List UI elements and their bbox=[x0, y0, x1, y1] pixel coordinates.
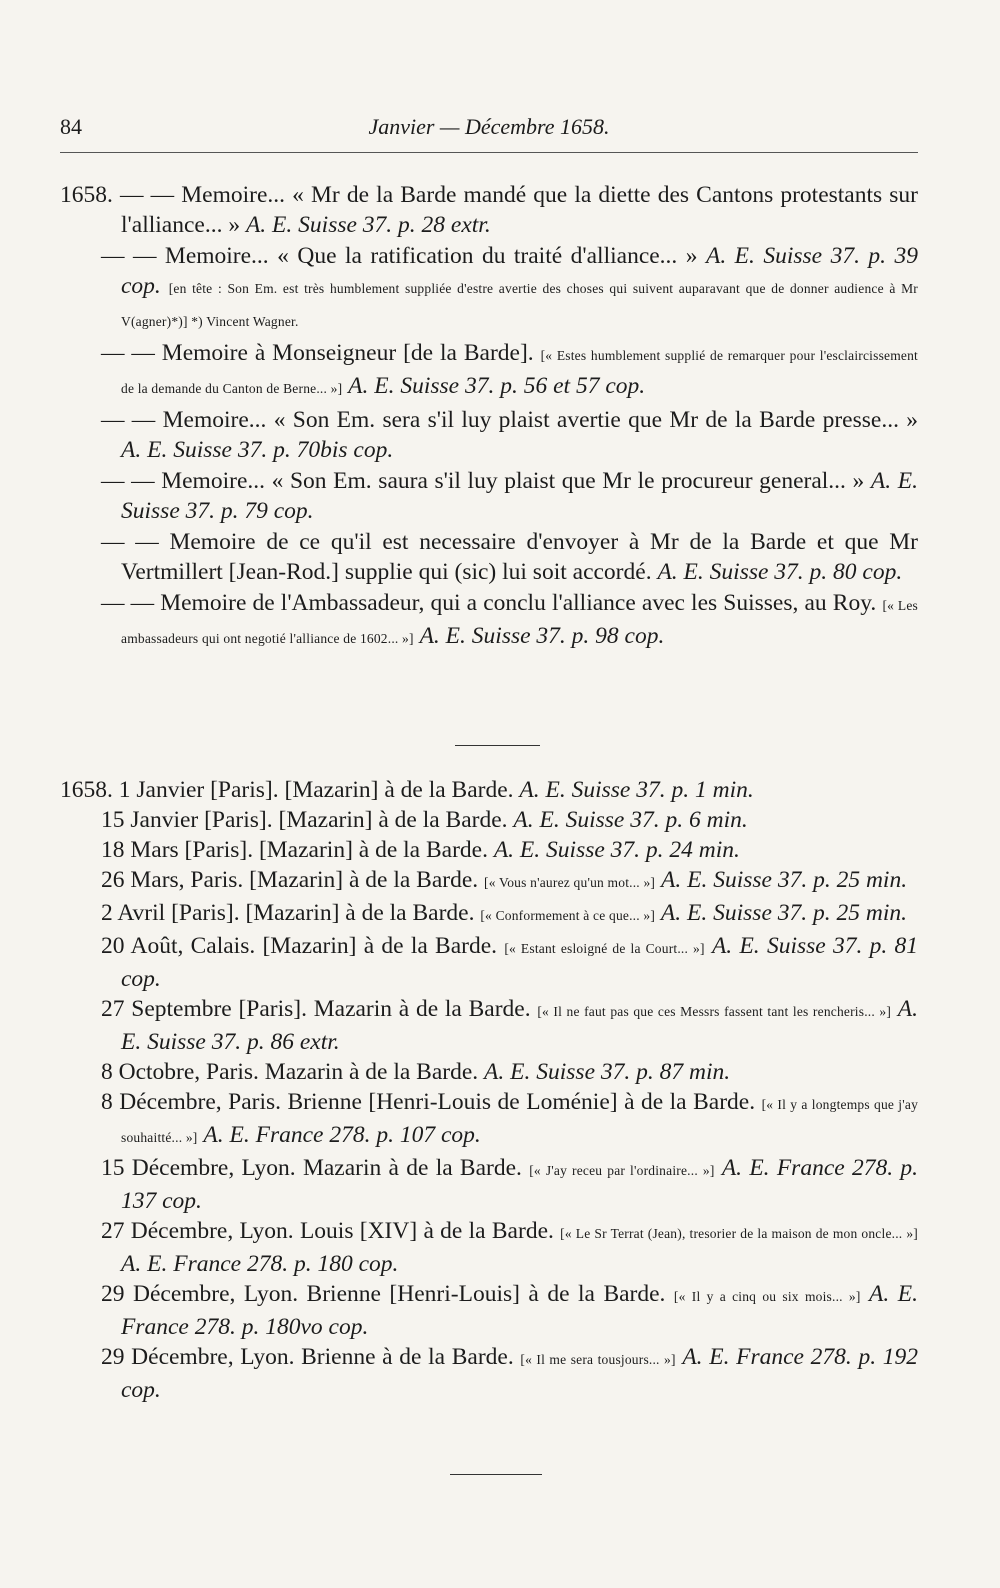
entry-6: — — Memoire de ce qu'il est necessaire d'envoyer à Mr de la Barde et que Mr Vertmillert [Jean-Rod.] supplie qui (sic) lui soit accordé. A. E. Suisse 37. p. 80 cop. bbox=[101, 529, 918, 585]
entry-1: 1658. — — Memoire... « Mr de la Barde mandé que la diette des Cantons protestants sur l'alliance... » A. E. Suisse 37. p. 28 extr. bbox=[60, 182, 918, 238]
entry-2: — — Memoire... « Que la ratification du traité d'alliance... » A. E. Suisse 37. p. 39 cop. [en tête : Son Em. est très humblement suppliée d'estre avertie des choses qui suivent auparavant que de donner audience à Mr V(agner)*)] *) Vincent Wagner. bbox=[101, 243, 918, 329]
page-header bbox=[60, 112, 918, 153]
letter-entry: 26 Mars, Paris. [Mazarin] à de la Barde. [« Vous n'aurez qu'un mot... »] A. E. Suisse 37. p. 25 min. bbox=[101, 867, 908, 893]
entry-7: — — Memoire de l'Ambassadeur, qui a conclu l'alliance avec les Suisses, au Roy. [« Les ambassadeurs qui ont negotié l'alliance de 1602... »] A. E. Suisse 37. p. 98 cop. bbox=[101, 590, 918, 649]
letters-section bbox=[60, 775, 918, 1405]
letter-entry: 27 Décembre, Lyon. Louis [XIV] à de la Barde. [« Le Sr Terrat (Jean), tresorier de la maison de mon oncle... »] A. E. France 278. p. 180 cop. bbox=[101, 1218, 918, 1277]
letter-entry: 8 Décembre, Paris. Brienne [Henri-Louis de Loménie] à de la Barde. [« Il y a longtemps que j'ay souhaitté... »] A. E. France 278. p. 107 cop. bbox=[101, 1089, 919, 1148]
section-divider bbox=[455, 745, 540, 746]
entry-3: — — Memoire à Monseigneur [de la Barde]. [« Estes humblement supplié de remarquer pour l'esclaircissement de la demande du Canton de Berne... »] A. E. Suisse 37. p. 56 et 57 cop. bbox=[101, 340, 919, 399]
running-title: Janvier — Décembre 1658. bbox=[368, 114, 610, 139]
letter-entry: 15 Décembre, Lyon. Mazarin à de la Barde. [« J'ay receu par l'ordinaire... »] A. E. France 278. p. 137 cop. bbox=[101, 1155, 919, 1214]
memoire-section bbox=[60, 180, 918, 654]
page-number: 84 bbox=[60, 114, 82, 139]
letter-entry: 1658. 1 Janvier [Paris]. [Mazarin] à de la Barde. A. E. Suisse 37. p. 1 min. bbox=[60, 777, 754, 803]
letter-entry: 15 Janvier [Paris]. [Mazarin] à de la Barde. A. E. Suisse 37. p. 6 min. bbox=[101, 807, 748, 833]
letter-entry: 18 Mars [Paris]. [Mazarin] à de la Barde. A. E. Suisse 37. p. 24 min. bbox=[101, 837, 740, 863]
letter-entry: 29 Décembre, Lyon. Brienne à de la Barde. [« Il me sera tousjours... »] A. E. France 278. p. 192 cop. bbox=[101, 1344, 918, 1403]
letter-entry: 20 Août, Calais. [Mazarin] à de la Barde. [« Estant esloigné de la Court... »] A. E. Suisse 37. p. 81 cop. bbox=[101, 933, 918, 992]
letter-entry: 29 Décembre, Lyon. Brienne [Henri-Louis] à de la Barde. [« Il y a cinq ou six mois... »] A. E. France 278. p. 180vo cop. bbox=[101, 1281, 918, 1340]
entry-4: — — Memoire... « Son Em. sera s'il luy plaist avertie que Mr de la Barde presse... » A. E. Suisse 37. p. 70bis cop. bbox=[101, 407, 918, 463]
end-divider bbox=[450, 1474, 542, 1475]
letter-entry: 8 Octobre, Paris. Mazarin à de la Barde. A. E. Suisse 37. p. 87 min. bbox=[101, 1059, 731, 1085]
letter-entry: 2 Avril [Paris]. [Mazarin] à de la Barde. [« Conformement à ce que... »] A. E. Suisse 37. p. 25 min. bbox=[101, 900, 908, 926]
letter-entry: 27 Septembre [Paris]. Mazarin à de la Barde. [« Il ne faut pas que ces Messrs fassent tant les rencheris... »] A. E. Suisse 37. p. 86 extr. bbox=[101, 996, 919, 1055]
entry-5: — — Memoire... « Son Em. saura s'il luy plaist que Mr le procureur general... » A. E. Suisse 37. p. 79 cop. bbox=[101, 468, 918, 524]
